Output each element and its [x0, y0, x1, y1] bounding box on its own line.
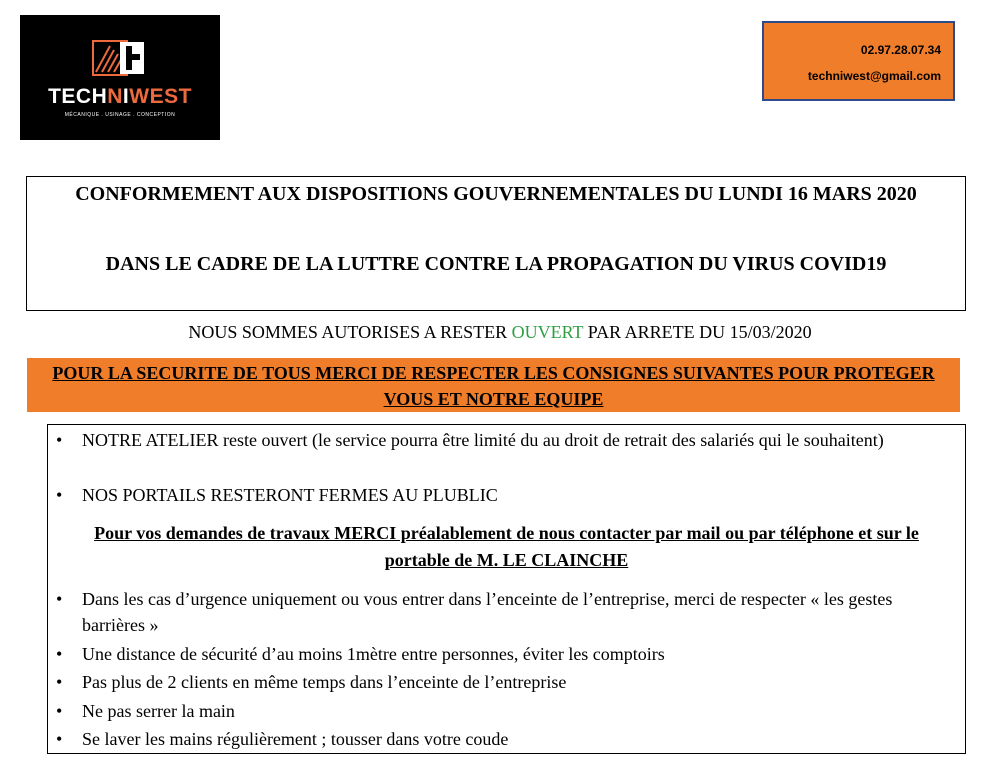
contact-notice: Pour vos demandes de travaux MERCI préalablement de nous contacter par mail ou par téléphone et sur le portable de M. LE CLAINCHE	[94, 523, 919, 570]
contact-box	[762, 21, 955, 101]
list-item: • NOTRE ATELIER reste ouvert (le service pourra être limité du au droit de retrait des salariés qui le souhaitent)	[82, 427, 942, 453]
list-item: • Une distance de sécurité d’au moins 1mètre entre personnes, éviter les comptoirs	[82, 641, 942, 667]
list-item: • Se laver les mains régulièrement ; tousser dans votre coude	[82, 726, 942, 752]
list-item: • Pas plus de 2 clients en même temps dans l’enceinte de l’entreprise	[82, 669, 942, 695]
contact-email: techniwest@gmail.com	[807, 69, 941, 83]
header-box	[26, 176, 966, 311]
safety-banner: POUR LA SECURITE DE TOUS MERCI DE RESPECTER LES CONSIGNES SUIVANTES POUR PROTEGER VOUS ET NOTRE EQUIPE	[27, 358, 960, 412]
authorized-highlight: OUVERT	[511, 322, 584, 342]
authorized-notice	[0, 322, 1000, 343]
header-line-1: CONFORMEMENT AUX DISPOSITIONS GOUVERNEMENTALES DU LUNDI 16 MARS 2020	[75, 183, 917, 205]
logo-mark-icon	[92, 40, 148, 76]
authorized-after: PAR ARRETE DU 15/03/2020	[583, 322, 812, 342]
authorized-before: NOUS SOMMES AUTORISES A RESTER	[188, 322, 512, 342]
company-logo	[20, 15, 220, 140]
list-item: • NOS PORTAILS RESTERONT FERMES AU PLUBLIC	[82, 482, 942, 508]
list-item: • Dans les cas d’urgence uniquement ou vous entrer dans l’enceinte de l’entreprise, merci de respecter « les gestes barrières »	[82, 586, 942, 638]
instructions-box	[47, 424, 966, 754]
contact-phone: 02.97.28.07.34	[860, 43, 941, 57]
logo-wordmark: TECHNIWEST	[48, 85, 192, 108]
list-item: • Ne pas serrer la main	[82, 698, 942, 724]
header-line-2: DANS LE CADRE DE LA LUTTRE CONTRE LA PROPAGATION DU VIRUS COVID19	[105, 253, 887, 275]
logo-tagline: MÉCANIQUE . USINAGE . CONCEPTION	[64, 112, 176, 118]
